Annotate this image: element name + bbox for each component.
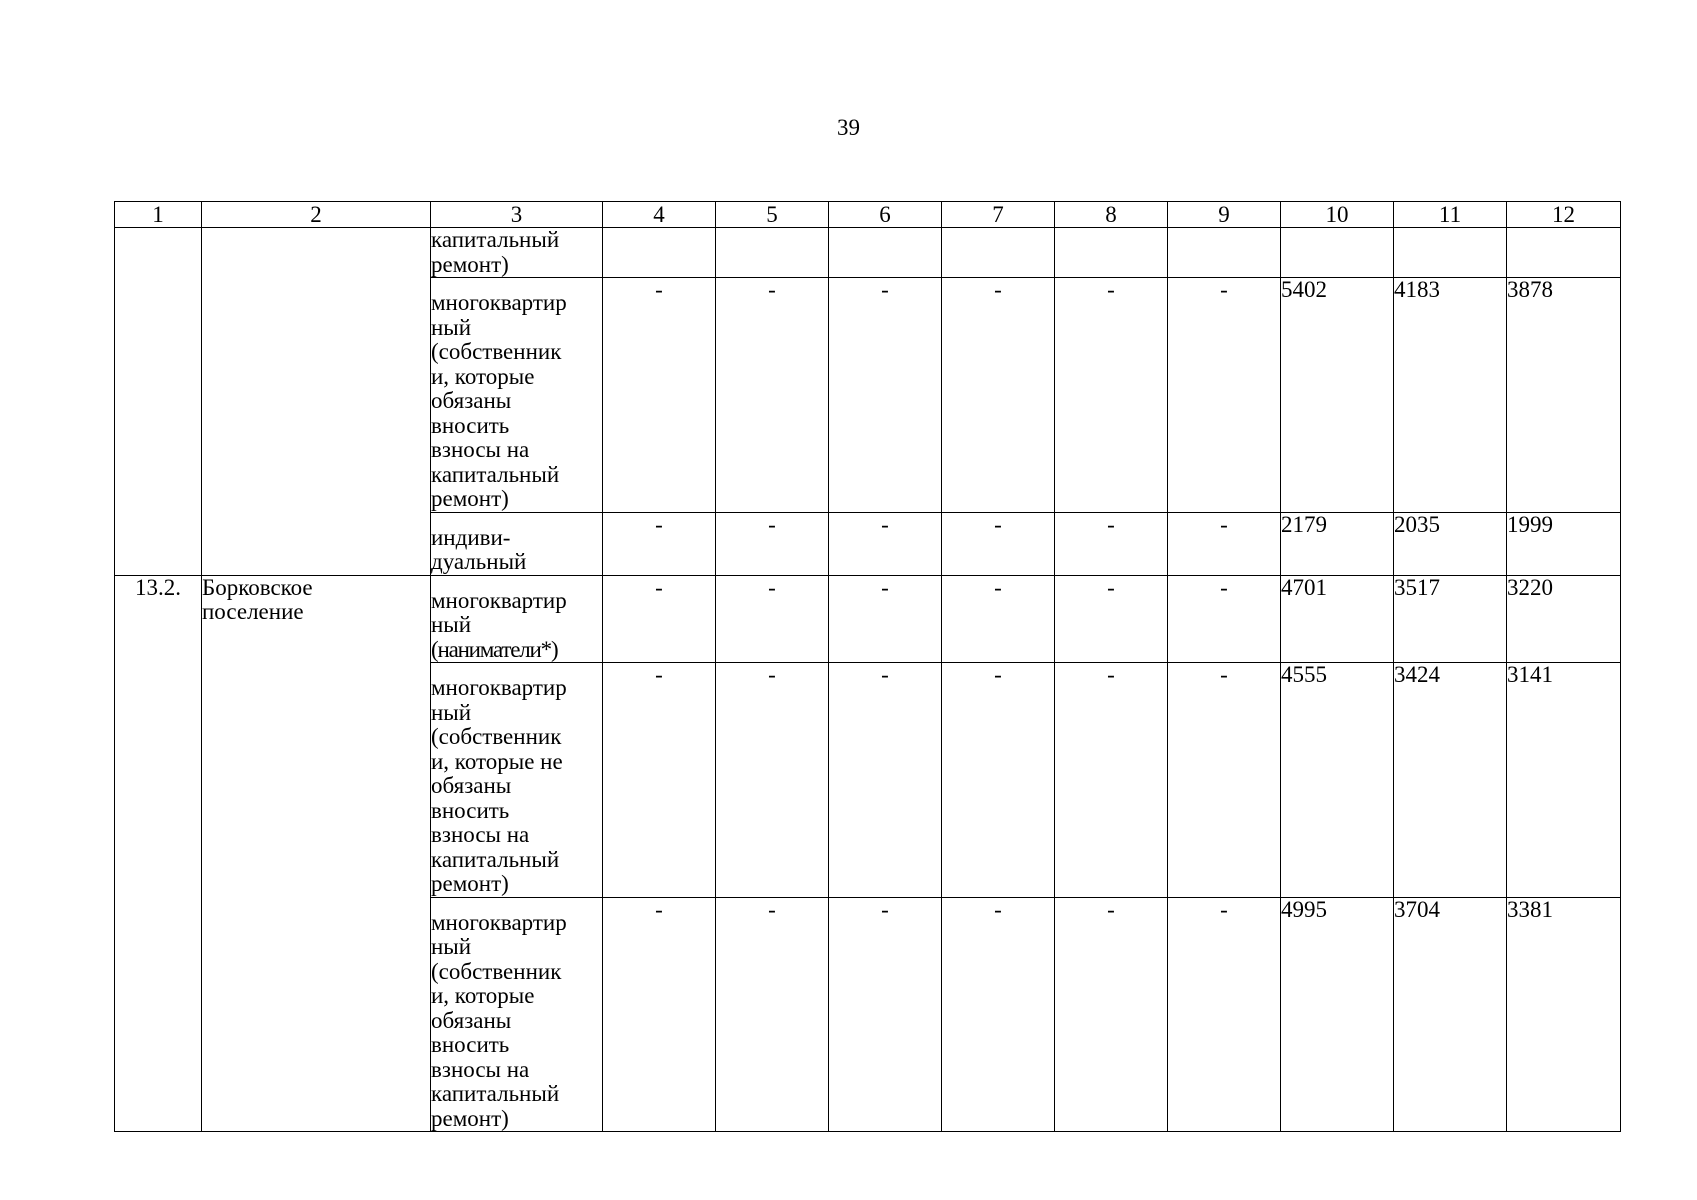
table-row xyxy=(115,575,1621,663)
housing-type-line: вносить xyxy=(431,412,510,438)
value-cell: 3424 xyxy=(1394,663,1507,898)
column-header: 4 xyxy=(603,202,716,228)
value-cell: 4995 xyxy=(1281,897,1394,1132)
dash-cell: - xyxy=(829,575,942,663)
dash-cell: - xyxy=(716,897,829,1132)
housing-type-line: капитальный xyxy=(431,461,560,487)
housing-type-line: обязаны xyxy=(431,773,512,798)
dash-cell: - xyxy=(1055,663,1168,898)
dash-cell: - xyxy=(829,663,942,898)
column-header: 12 xyxy=(1507,202,1621,228)
housing-type-line: многоквартир xyxy=(431,290,567,315)
housing-type-line: капитальный xyxy=(431,1081,560,1106)
settlement-name-line: Борковское xyxy=(202,575,313,600)
column-header: 9 xyxy=(1168,202,1281,228)
housing-type-cell xyxy=(431,278,603,513)
dash-cell: - xyxy=(1168,512,1281,575)
housing-type-line: и, которые xyxy=(431,363,535,389)
housing-type-line: ный xyxy=(431,934,472,959)
settlement-name-cell xyxy=(202,575,431,1132)
housing-type-cell xyxy=(431,512,603,575)
dash-cell: - xyxy=(603,663,716,898)
housing-type-cell xyxy=(431,663,603,898)
value-cell: 3878 xyxy=(1507,278,1621,513)
housing-type-line: (собственник xyxy=(431,958,562,984)
table-row xyxy=(115,228,1621,278)
housing-type-line: дуальный xyxy=(431,549,527,574)
housing-type-line: многоквартир xyxy=(431,587,567,613)
table-cell xyxy=(829,228,942,278)
housing-type-line: ремонт) xyxy=(431,486,509,511)
housing-type-line: ный xyxy=(431,612,472,637)
dash-cell: - xyxy=(716,663,829,898)
dash-cell: - xyxy=(1168,278,1281,513)
housing-type-line: ный xyxy=(431,314,472,340)
housing-type-line: и, которые xyxy=(431,983,535,1008)
housing-type-line: ремонт) xyxy=(431,871,509,896)
settlement-name-line: поселение xyxy=(202,599,304,624)
table-cell xyxy=(1281,228,1394,278)
housing-type-line: обязаны xyxy=(431,388,512,413)
value-cell: 4701 xyxy=(1281,575,1394,663)
dash-cell: - xyxy=(1055,897,1168,1132)
value-cell: 1999 xyxy=(1507,512,1621,575)
housing-type-line: капитальный xyxy=(431,227,560,252)
dash-cell: - xyxy=(1055,278,1168,513)
dash-cell: - xyxy=(716,512,829,575)
dash-cell: - xyxy=(829,278,942,513)
dash-cell: - xyxy=(829,897,942,1132)
row-number-cell: 13.2. xyxy=(115,575,202,1132)
table-header-row xyxy=(115,202,1621,228)
column-header: 7 xyxy=(942,202,1055,228)
dash-cell: - xyxy=(942,278,1055,513)
housing-type-line: взносы на xyxy=(431,822,530,847)
housing-type-cell xyxy=(431,575,603,663)
table-cell xyxy=(716,228,829,278)
housing-type-line: (собственник xyxy=(431,724,562,749)
housing-type-line: ремонт) xyxy=(431,251,509,277)
dash-cell: - xyxy=(942,663,1055,898)
housing-type-line: и, которые не xyxy=(431,748,563,774)
value-cell: 3381 xyxy=(1507,897,1621,1132)
value-cell: 3220 xyxy=(1507,575,1621,663)
dash-cell: - xyxy=(603,512,716,575)
column-header: 11 xyxy=(1394,202,1507,228)
dash-cell: - xyxy=(942,897,1055,1132)
dash-cell: - xyxy=(1168,663,1281,898)
housing-type-line: взносы на xyxy=(431,1056,530,1082)
column-header: 5 xyxy=(716,202,829,228)
dash-cell: - xyxy=(716,575,829,663)
housing-type-line: ный xyxy=(431,699,472,725)
housing-type-line: вносить xyxy=(431,797,510,823)
housing-type-line: ремонт) xyxy=(431,1105,509,1131)
column-header: 8 xyxy=(1055,202,1168,228)
housing-type-line: индиви- xyxy=(431,524,511,550)
value-cell: 4183 xyxy=(1394,278,1507,513)
table-cell xyxy=(1168,228,1281,278)
column-header: 10 xyxy=(1281,202,1394,228)
dash-cell: - xyxy=(829,512,942,575)
value-cell: 5402 xyxy=(1281,278,1394,513)
dash-cell: - xyxy=(603,278,716,513)
dash-cell: - xyxy=(603,897,716,1132)
dash-cell: - xyxy=(1055,512,1168,575)
column-header: 1 xyxy=(115,202,202,228)
housing-type-line: капитальный xyxy=(431,846,560,872)
housing-type-cell xyxy=(431,897,603,1132)
dash-cell: - xyxy=(942,512,1055,575)
dash-cell: - xyxy=(1168,897,1281,1132)
table-cell xyxy=(603,228,716,278)
settlement-name-cell xyxy=(202,228,431,576)
housing-type-line: многоквартир xyxy=(431,675,567,700)
dash-cell: - xyxy=(942,575,1055,663)
value-cell: 3141 xyxy=(1507,663,1621,898)
dash-cell: - xyxy=(716,278,829,513)
housing-type-line: многоквартир xyxy=(431,909,567,935)
value-cell: 3517 xyxy=(1394,575,1507,663)
column-header: 3 xyxy=(431,202,603,228)
value-cell: 4555 xyxy=(1281,663,1394,898)
page-number: 39 xyxy=(837,115,860,140)
table-cell xyxy=(1507,228,1621,278)
housing-type-line: (наниматели*) xyxy=(431,636,558,662)
table-cell xyxy=(1394,228,1507,278)
housing-type-line: взносы на xyxy=(431,437,530,462)
value-cell: 3704 xyxy=(1394,897,1507,1132)
dash-cell: - xyxy=(603,575,716,663)
table-cell xyxy=(1055,228,1168,278)
row-number-cell xyxy=(115,228,202,576)
housing-type-line: (собственник xyxy=(431,339,562,364)
housing-type-line: обязаны xyxy=(431,1007,512,1033)
table-cell xyxy=(942,228,1055,278)
dash-cell: - xyxy=(1168,575,1281,663)
housing-type-cell xyxy=(431,228,603,278)
value-cell: 2179 xyxy=(1281,512,1394,575)
column-header: 6 xyxy=(829,202,942,228)
dash-cell: - xyxy=(1055,575,1168,663)
data-table xyxy=(114,201,1621,1132)
column-header: 2 xyxy=(202,202,431,228)
value-cell: 2035 xyxy=(1394,512,1507,575)
housing-type-line: вносить xyxy=(431,1032,510,1057)
